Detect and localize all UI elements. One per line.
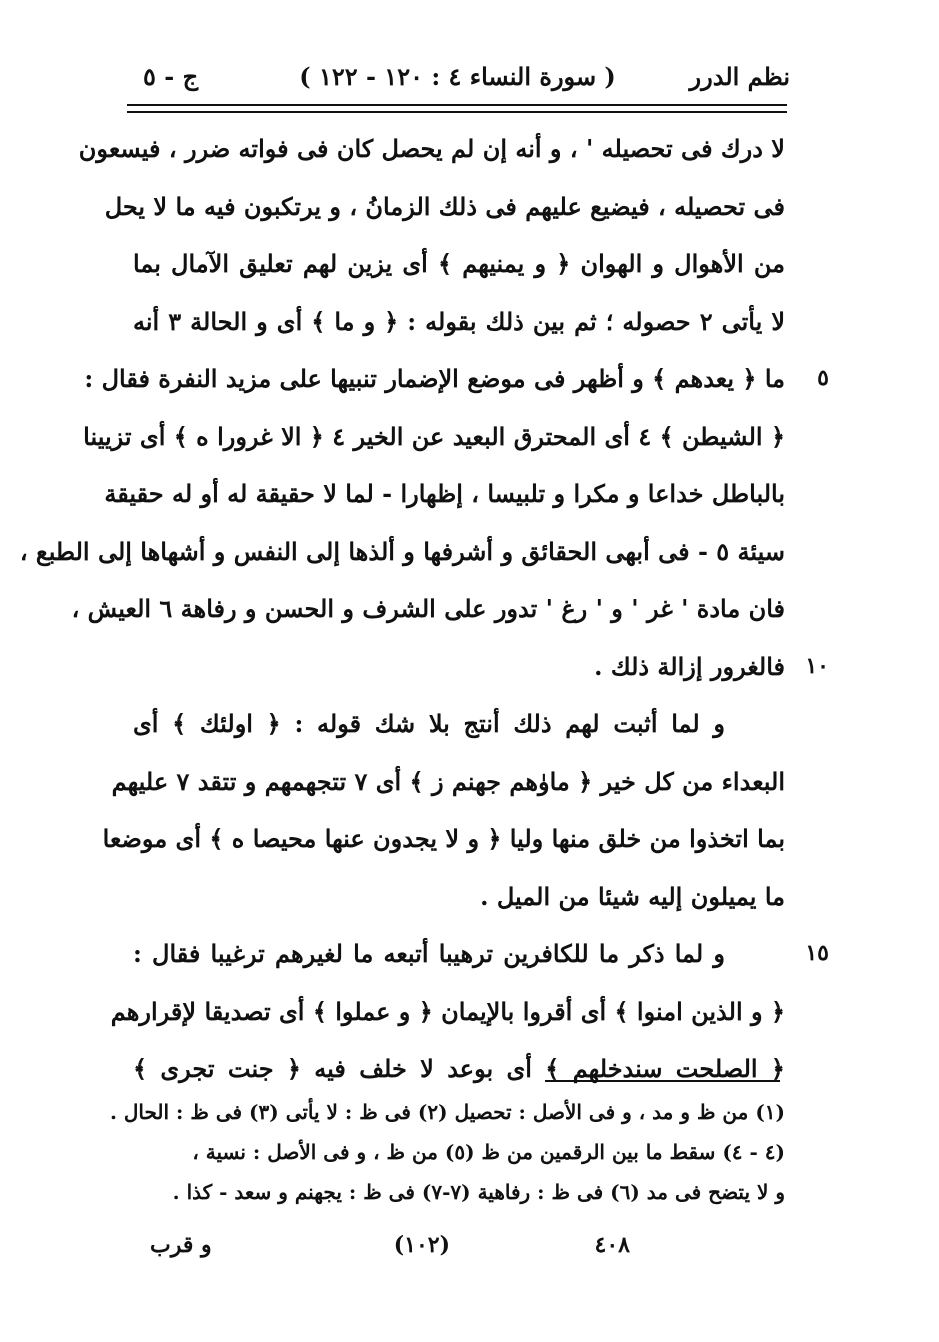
text-line-content: بما اتخذوا من خلق منها وليا ﴿ و لا يجدون عنها محيصا ه ﴾ أى موضعا: [102, 824, 785, 853]
text-line-content: فان مادة ' غر ' و ' رغ ' تدور على الشرف و الحسن و رفاهة ٦ العيش ،: [71, 594, 785, 623]
page-footer: [150, 1232, 630, 1268]
text-line: [111, 753, 785, 811]
footnote-line: (٤ - ٤) سقط ما بين الرقمين من ظ (٥) من ظ ، و فى الأصل : نسية ،: [192, 1140, 785, 1164]
footnote-line: و لا يتضح فى مد (٦) فى ظ : رفاهية (٧-٧) فى ظ : يجهنم و سعد - كذا .: [172, 1180, 785, 1204]
text-line: [110, 983, 785, 1041]
text-line-content: ﴿ الصلحت سندخلهم ﴾ أى بوعد لا خلف فيه ﴿ جنت تجرى ﴾: [133, 1054, 785, 1083]
line-number: ٥: [817, 365, 829, 391]
text-line-content: و لما ذكر ما للكافرين ترهيبا أتبعه ما لغيرهم ترغيبا فقال :: [133, 939, 725, 968]
text-line-content: لا يأتى ٢ حصوله ؛ ثم بين ذلك بقوله : ﴿ و ما ﴾ أى و الحالة ٣ أنه: [133, 306, 786, 336]
sheet-number: (١٠٢): [393, 1232, 450, 1258]
text-line-content: ﴿ و الذين امنوا ﴾ أى أقروا بالإيمان ﴿ و عملوا ﴾ أى تصديقا لإقرارهم: [110, 996, 785, 1026]
text-line: [102, 810, 785, 868]
text-line: [83, 408, 785, 466]
text-line: [19, 523, 785, 581]
book-title: نظم الدرر: [689, 62, 790, 91]
text-line-content: لا درك فى تحصيله ' ، و أنه إن لم يحصل كان فى فواته ضرر ، فيسعون: [78, 134, 785, 163]
footnote-separator: [545, 1080, 780, 1082]
text-line: [71, 580, 785, 638]
text-line: [133, 293, 785, 351]
text-line: [133, 695, 785, 753]
page-header: [125, 58, 790, 100]
text-line: [133, 925, 829, 983]
footnote-line: (١) من ظ و مد ، و فى الأصل : تحصيل (٢) فى ظ : لا يأتى (٣) فى ظ : الحال .: [109, 1100, 785, 1124]
text-line: [78, 120, 785, 178]
text-line-content: من الأهوال و الهوان ﴿ و يمنيهم ﴾ أى يزين لهم تعليق الآمال بما: [133, 249, 785, 278]
main-text: [19, 120, 829, 1098]
page-number: ٤٠٨: [594, 1232, 630, 1258]
text-line-content: فالغرور إزالة ذلك .: [594, 651, 785, 681]
text-line-content: ما ﴿ يعدهم ﴾ و أظهر فى موضع الإضمار تنبيها على مزيد النفرة فقال :: [84, 364, 785, 393]
catchword: و قرب: [150, 1232, 212, 1258]
line-number: ١٠: [805, 652, 829, 679]
text-line: [104, 465, 785, 523]
text-line-content: سيئة ٥ - فى أبهى الحقائق و أشرفها و ألذها إلى النفس و أشهاها إلى الطبع ،: [19, 536, 785, 566]
line-number: ١٥: [805, 940, 829, 966]
text-line: [84, 350, 829, 408]
text-line: [104, 178, 785, 236]
text-line-content: ما يميلون إليه شيئا من الميل .: [480, 881, 785, 911]
text-line: [133, 638, 829, 696]
surah-reference: ( سورة النساء ٤ : ١٢٠ - ١٢٢ ): [299, 62, 616, 91]
header-double-rule: [127, 104, 787, 113]
text-line-content: ﴿ الشيطن ﴾ ٤ أى المحترق البعيد عن الخير ٤ ﴿ الا غرورا ه ﴾ أى تزيينا: [83, 421, 785, 451]
text-line: [133, 1040, 785, 1098]
text-line-content: و لما أثبت لهم ذلك أنتج بلا شك قوله : ﴿ اولئك ﴾ أى: [133, 709, 725, 738]
text-line: [133, 235, 785, 293]
text-line: [133, 868, 785, 926]
volume-label: ج - ٥: [143, 62, 199, 91]
text-line-content: البعداء من كل خير ﴿ ماوٰهم جهنم ز ﴾ أى ٧ تتجهمهم و تتقد ٧ عليهم: [111, 766, 785, 796]
footnotes: [109, 1092, 785, 1212]
text-line-content: بالباطل خداعا و مكرا و تلبيسا ، إظهارا - لما لا حقيقة له أو له حقيقة: [104, 479, 785, 508]
text-line-content: فى تحصيله ، فيضيع عليهم فى ذلك الزمانُ ، و يرتكبون فيه ما لا يحل: [104, 191, 785, 221]
